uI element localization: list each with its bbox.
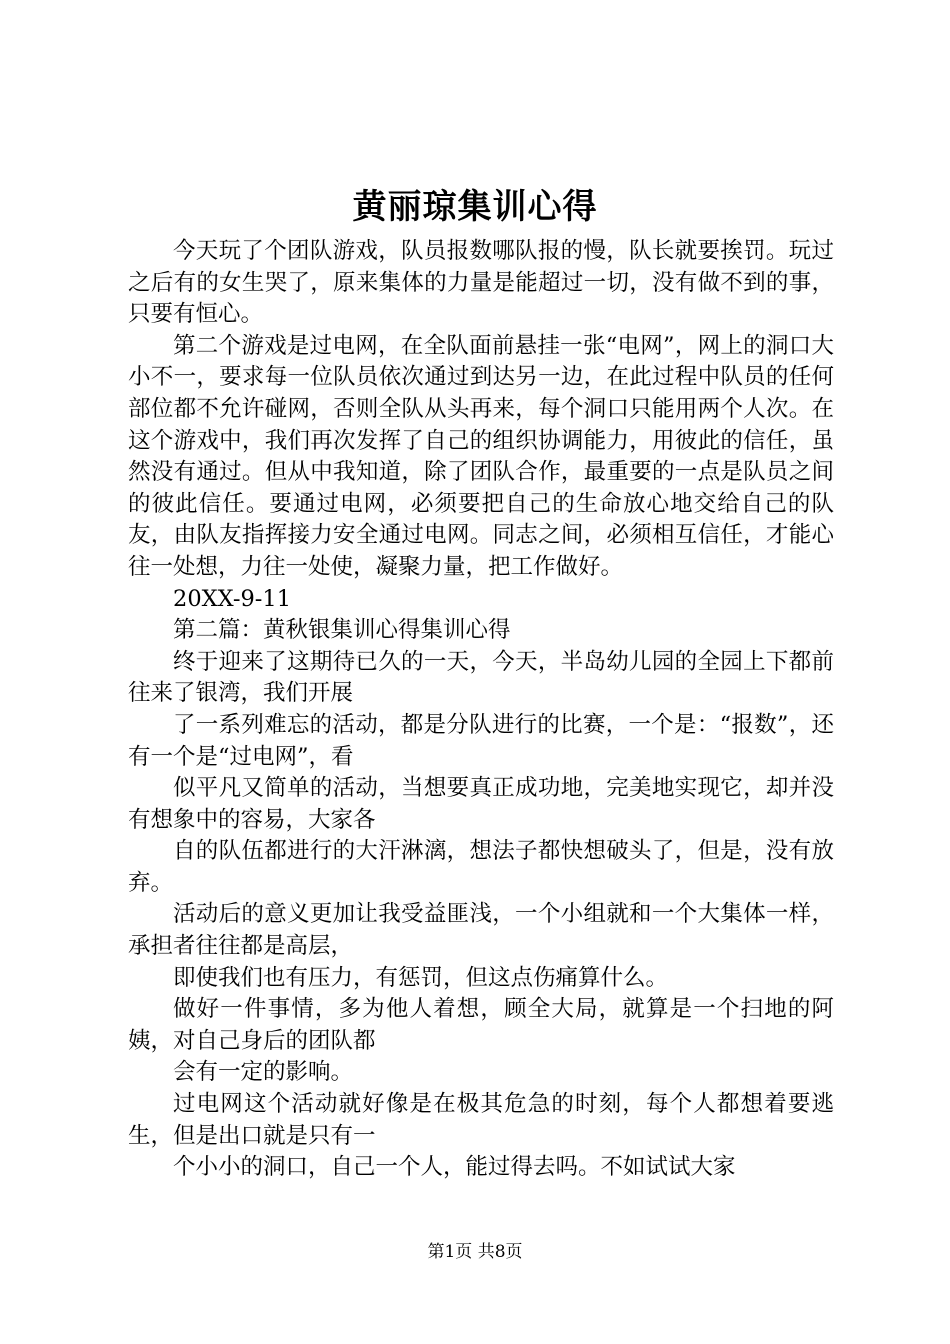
paragraph: 第二个游戏是过电网，在全队面前悬挂一张“电网”，网上的洞口大小不一，要求每一位队员依次通过到达另一边，在此过程中队员的任何部位都不允许碰网，否则全队从头再来，每个洞口只能用两个人次。在这个游戏中，我们再次发挥了自己的组织协调能力，用彼此的信任，虽然没有通过。但从中我知道，除了团队合作，最重要的一点是队员之间的彼此信任。要通过电网，必须要把自己的生命放心地交给自己的队友，由队友指挥接力安全通过电网。同志之间，必须相互信任，才能心往一处想，力往一处使，凝聚力量，把工作做好。 xyxy=(128,332,834,580)
paragraph: 个小小的洞口，自己一个人，能过得去吗。不如试试大家 xyxy=(173,1154,736,1181)
section-heading: 第二篇：黄秋银集训心得集训心得 xyxy=(173,617,511,644)
paragraph: 会有一定的影响。 xyxy=(173,1059,354,1086)
page-number-footer: 第1页 共8页 xyxy=(427,1242,523,1262)
paragraph: 活动后的意义更加让我受益匪浅，一个小组就和一个大集体一样，承担者往往都是高层， xyxy=(128,901,834,960)
paragraph: 即使我们也有压力，有惩罚，但这点伤痛算什么。 xyxy=(173,964,669,991)
document-title: 黄丽琼集训心得 xyxy=(352,187,598,227)
paragraph: 了一系列难忘的活动，都是分队进行的比赛，一个是：“报数”，还有一个是“过电网”，看 xyxy=(128,711,834,770)
paragraph: 似平凡又简单的活动，当想要真正成功地，完美地实现它，却并没有想象中的容易，大家各 xyxy=(128,775,834,833)
paragraph: 过电网这个活动就好像是在极其危急的时刻，每个人都想着要逃生，但是出口就是只有一 xyxy=(128,1091,834,1149)
paragraph: 今天玩了个团队游戏，队员报数哪队报的慢，队长就要挨罚。玩过之后有的女生哭了，原来集体的力量是能超过一切，没有做不到的事，只要有恒心。 xyxy=(128,238,834,328)
document-body xyxy=(128,236,834,1184)
paragraph: 自的队伍都进行的大汗淋漓，想法子都快想破头了，但是，没有放弃。 xyxy=(128,838,834,896)
paragraph: 做好一件事情，多为他人着想，顾全大局，就算是一个扫地的阿姨，对自己身后的团队都 xyxy=(128,996,834,1054)
paragraph: 终于迎来了这期待已久的一天，今天，半岛幼儿园的全园上下都前往来了银湾，我们开展 xyxy=(128,648,834,707)
date-line: 20XX-9-11 xyxy=(173,585,292,612)
